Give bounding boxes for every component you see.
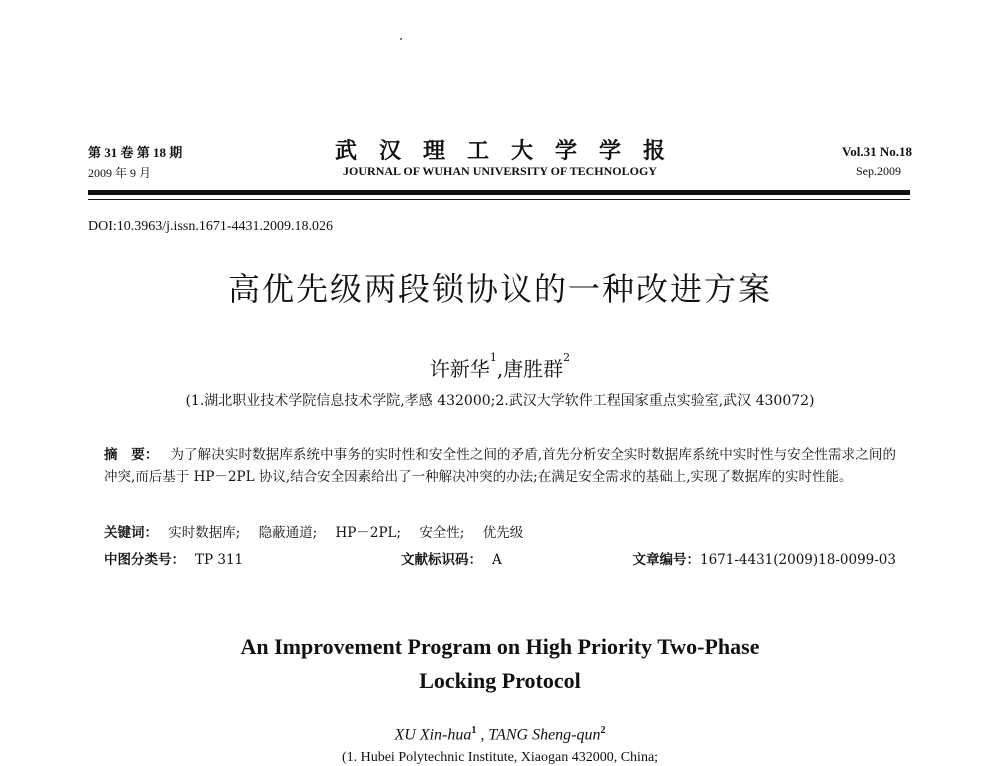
keyword-item: 隐蔽通道;	[258, 525, 318, 541]
authors-cn	[0, 353, 1000, 382]
author-2-en: TANG Sheng-qun	[488, 726, 601, 744]
affiliation-en: (1. Hubei Polytechnic Institute, Xiaogan 432000, China;	[341, 750, 659, 765]
journal-name-cn: 武汉理工大学学报	[334, 138, 687, 164]
page-title-cn: 高优先级两段锁协议的一种改进方案	[227, 270, 772, 308]
document-code-label: 文献标识码：	[401, 552, 482, 568]
journal-name-en: JOURNAL OF WUHAN UNIVERSITY OF TECHNOLOGY	[343, 164, 657, 178]
document-code-value: A	[492, 552, 502, 568]
abstract-text: 为了解决实时数据库系统中事务的实时性和安全性之间的矛盾,首先分析安全实时数据库系统中实时性与安全性需求之间的冲突,而后基于 HP－2PL 协议,结合安全因素给出了一种解决冲突的办法;在满足安全需求的基础上,实现了数据库的实时性能。	[104, 447, 896, 485]
article-number-label: 文章编号：	[632, 552, 700, 568]
author-1-en: XU Xin-hua	[394, 726, 472, 744]
abstract-label: 摘 要：	[104, 447, 159, 463]
clc-number	[104, 548, 243, 568]
author-2-cn-sup: 2	[563, 351, 571, 364]
affiliation-cn: (1.湖北职业技术学院信息技术学院,孝感 432000;2.武汉大学软件工程国家重点实验室,武汉 430072)	[185, 393, 815, 409]
abstract	[104, 444, 896, 488]
author-1-cn-sup: 1	[489, 351, 497, 364]
classification-row	[104, 548, 896, 568]
journal-volume-issue-en: Vol.31 No.18	[842, 144, 912, 159]
journal-date-cn: 2009 年 9 月	[88, 166, 152, 180]
document-code	[401, 548, 502, 568]
stray-mark	[400, 38, 402, 40]
title-en-line-2: Locking Protocol	[419, 668, 581, 693]
doi[interactable]: DOI:10.3963/j.issn.1671-4431.2009.18.026	[88, 219, 333, 234]
journal-date-en: Sep.2009	[856, 164, 901, 178]
clc-label: 中图分类号：	[104, 552, 185, 568]
article-number	[632, 548, 896, 568]
clc-value: TP 311	[195, 552, 244, 568]
header-rule-thick	[88, 190, 910, 195]
article-number-value: 1671-4431(2009)18-0099-03	[699, 552, 896, 568]
author-2-en-sup: 2	[600, 725, 606, 736]
page-title-en	[0, 630, 1000, 698]
keyword-item: 优先级	[482, 525, 524, 541]
author-1-cn: 许新华	[429, 357, 490, 381]
author-sep-cn: ,	[496, 357, 504, 381]
keywords	[104, 521, 537, 541]
authors-en	[0, 725, 1000, 744]
keyword-item: 安全性;	[419, 525, 465, 541]
author-sep-en: ,	[476, 726, 489, 744]
author-1-en-sup: 1	[471, 725, 477, 736]
keywords-label: 关键词：	[104, 525, 158, 541]
journal-volume-issue-cn: 第 31 卷 第 18 期	[88, 145, 183, 160]
header-rule-thin	[88, 199, 910, 200]
keyword-item: 实时数据库;	[168, 525, 241, 541]
title-en-line-1: An Improvement Program on High Priority Two-Phase	[240, 634, 760, 659]
keyword-item: HP－2PL;	[335, 525, 402, 541]
author-2-cn: 唐胜群	[503, 357, 564, 381]
